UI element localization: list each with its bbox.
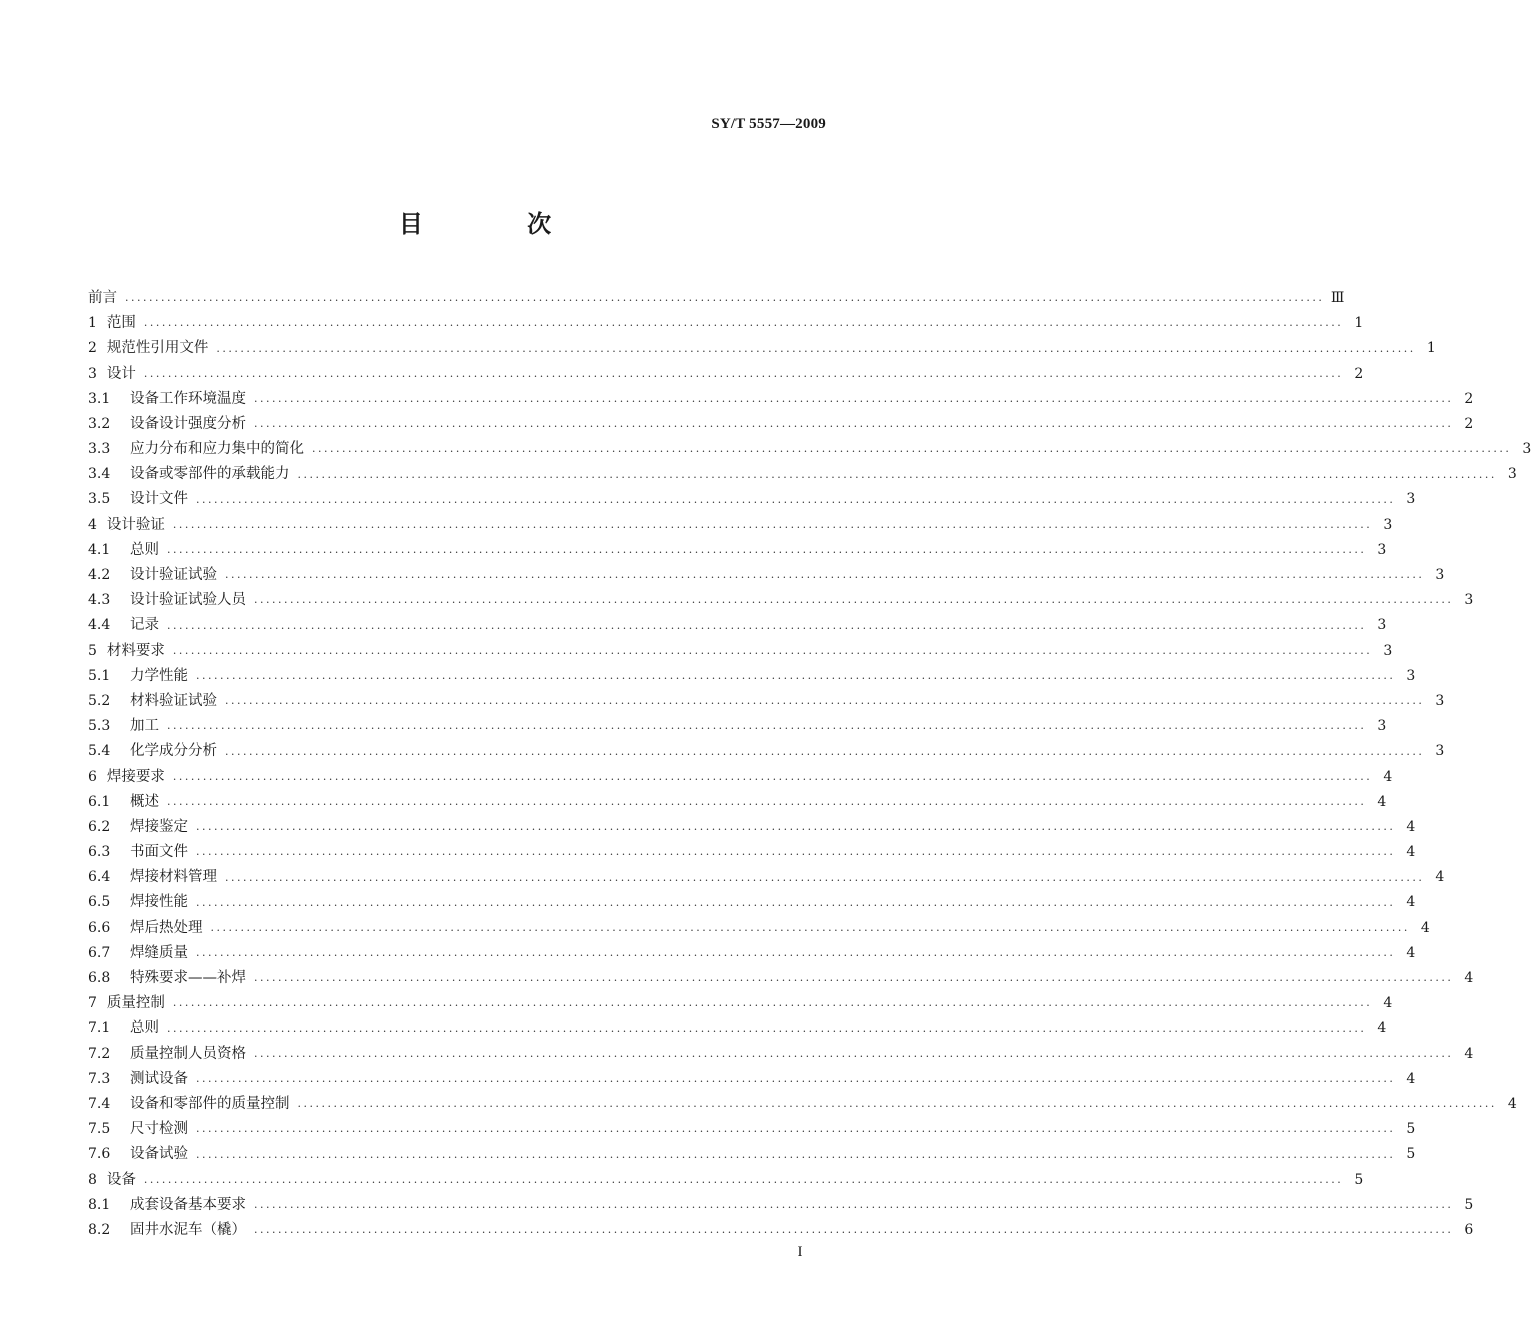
toc-leader-dots: ········································································································································································································	[297, 470, 1497, 484]
toc-entry-number: 6.1	[88, 793, 111, 810]
toc-leader-dots: ········································································································································································································	[225, 747, 1425, 761]
toc-entry-label: 应力分布和应力集中的简化	[130, 441, 304, 458]
toc-entry-number: 5.1	[88, 667, 111, 684]
toc-entry-page: 3	[1406, 667, 1416, 684]
toc-entry-number: 7.3	[88, 1070, 111, 1087]
toc-leader-dots: ········································································································································································································	[225, 873, 1425, 887]
toc-entry[interactable]	[88, 513, 1393, 538]
toc-entry-page: 3	[1435, 692, 1445, 709]
toc-entry[interactable]	[88, 437, 1531, 462]
toc-leader-dots: ········································································································································································································	[196, 1125, 1396, 1139]
toc-entry-number: 7.6	[88, 1146, 111, 1163]
toc-entry[interactable]	[88, 765, 1393, 790]
toc-entry-label: 设备工作环境温度	[130, 390, 246, 407]
toc-entry-label: 加工	[130, 718, 159, 735]
toc-entry-label: 焊接材料管理	[130, 869, 217, 886]
toc-entry-number: 7.4	[88, 1095, 111, 1112]
toc-entry-label: 范围	[106, 315, 136, 332]
toc-entry-label: 设计验证试验人员	[130, 592, 246, 609]
toc-entry[interactable]	[88, 1218, 1474, 1243]
toc-entry-number: 4.2	[88, 567, 111, 584]
toc-entry-page: 2	[1354, 365, 1364, 382]
toc-entry-number: 6.5	[88, 894, 111, 911]
toc-entry[interactable]	[88, 865, 1445, 890]
toc-entry[interactable]	[88, 286, 1345, 311]
toc-leader-dots: ········································································································································································································	[216, 344, 1416, 358]
toc-entry-number: 6.4	[88, 869, 111, 886]
toc-entry-page: 4	[1383, 768, 1393, 785]
toc-entry-number: 7.2	[88, 1045, 111, 1062]
toc-entry-page: 3	[1507, 466, 1517, 483]
toc-entry-number: 4	[88, 516, 97, 533]
toc-entry-number: 5.2	[88, 692, 111, 709]
toc-entry-number: 2	[88, 340, 97, 357]
toc-entry[interactable]	[88, 563, 1445, 588]
toc-entry-label: 设计	[106, 365, 136, 382]
toc-entry-number: 3.1	[88, 390, 111, 407]
toc-entry-number: 8.1	[88, 1196, 111, 1213]
toc-entry-page: 3	[1522, 441, 1531, 458]
toc-leader-dots: ········································································································································································································	[172, 772, 1373, 786]
toc-entry[interactable]	[88, 387, 1474, 412]
toc-leader-dots: ········································································································································································································	[143, 369, 1344, 383]
toc-entry-number: 5	[88, 642, 97, 659]
toc-entry-number: 6.6	[88, 919, 111, 936]
toc-entry-number: 7.5	[88, 1121, 111, 1138]
toc-leader-dots: ········································································································································································································	[172, 646, 1373, 660]
toc-entry-page: 4	[1383, 995, 1393, 1012]
toc-leader-dots: ········································································································································································································	[225, 697, 1425, 711]
toc-entry-label: 书面文件	[130, 844, 188, 861]
toc-entry-label: 前言	[88, 289, 117, 306]
toc-entry-page: 5	[1406, 1121, 1416, 1138]
toc-entry-label: 焊接要求	[106, 768, 165, 785]
toc-entry[interactable]	[88, 714, 1387, 739]
toc-entry-number: 7	[88, 995, 97, 1012]
toc-entry-number: 5.4	[88, 743, 111, 760]
toc-entry[interactable]	[88, 1067, 1416, 1092]
toc-entry-label: 设备试验	[130, 1146, 188, 1163]
toc-entry[interactable]	[88, 966, 1474, 991]
toc-entry[interactable]	[88, 815, 1416, 840]
toc-entry-label: 特殊要求——补焊	[130, 970, 246, 987]
toc-leader-dots: ········································································································································································································	[254, 420, 1454, 434]
toc-entry-label: 成套设备基本要求	[130, 1196, 246, 1213]
toc-entry[interactable]	[88, 1016, 1387, 1041]
toc-entry-page: 3	[1377, 541, 1387, 558]
toc-entry[interactable]	[88, 840, 1416, 865]
toc-entry-page: 3	[1377, 718, 1387, 735]
toc-entry-label: 焊接鉴定	[130, 818, 188, 835]
toc-entry-number: 4.3	[88, 592, 111, 609]
toc-entry-page: Ⅲ	[1330, 289, 1345, 306]
toc-leader-dots: ········································································································································································································	[254, 974, 1454, 988]
toc-entry[interactable]	[88, 790, 1387, 815]
toc-entry-page: 4	[1435, 869, 1445, 886]
toc-entry-number: 3.3	[88, 441, 111, 458]
toc-entry-label: 总则	[130, 541, 159, 558]
toc-entry-label: 焊后热处理	[130, 919, 203, 936]
toc-entry-page: 4	[1377, 793, 1387, 810]
toc-entry-number: 6.7	[88, 944, 111, 961]
standard-code: SY/T 5557—2009	[711, 116, 826, 132]
toc-entry[interactable]	[88, 916, 1430, 941]
toc-entry-number: 4.1	[88, 541, 111, 558]
toc-entry[interactable]	[88, 941, 1416, 966]
toc-leader-dots: ········································································································································································································	[196, 672, 1396, 685]
toc-entry-page: 5	[1354, 1171, 1364, 1188]
toc-entry-page: 3	[1377, 617, 1387, 634]
toc-entry[interactable]	[88, 739, 1445, 764]
toc-leader-dots: ········································································································································································································	[254, 1049, 1454, 1063]
toc-entry-page: 3	[1435, 743, 1445, 760]
toc-entry-page: 4	[1377, 1020, 1387, 1037]
toc-leader-dots: ········································································································································································································	[196, 1075, 1396, 1088]
toc-entry-page: 4	[1406, 894, 1416, 911]
toc-entry-label: 设备和零部件的质量控制	[130, 1095, 290, 1112]
toc-entry-label: 质量控制	[106, 995, 165, 1012]
toc-entry-page: 4	[1406, 944, 1416, 961]
page-number: I	[797, 1244, 803, 1260]
toc-leader-dots: ········································································································································································································	[143, 319, 1344, 333]
toc-entry[interactable]	[88, 1193, 1474, 1218]
toc-entry[interactable]	[88, 991, 1393, 1016]
toc-entry[interactable]	[88, 1042, 1474, 1067]
toc-entry[interactable]	[88, 336, 1436, 361]
toc-entry-number: 3.4	[88, 466, 111, 483]
toc-entry[interactable]	[88, 1092, 1517, 1117]
toc-entry[interactable]	[88, 1117, 1416, 1142]
toc-leader-dots: ········································································································································································································	[167, 722, 1367, 736]
toc-entry[interactable]	[88, 639, 1393, 664]
toc-entry-number: 8	[88, 1171, 97, 1188]
toc-leader-dots: ········································································································································································································	[196, 823, 1396, 837]
toc-leader-dots: ········································································································································································································	[172, 520, 1373, 534]
toc-entry[interactable]	[88, 588, 1474, 613]
toc-leader-dots: ········································································································································································································	[196, 898, 1396, 912]
toc-leader-dots: ········································································································································································································	[167, 797, 1367, 811]
toc-entry[interactable]	[88, 891, 1416, 916]
toc-entry-page: 3	[1406, 491, 1416, 508]
toc-entry-page: 4	[1406, 844, 1416, 861]
toc-entry[interactable]	[88, 1168, 1364, 1193]
toc-entry-number: 3	[88, 365, 97, 382]
toc-entry[interactable]	[88, 412, 1474, 437]
toc-entry-page: 4	[1406, 818, 1416, 835]
toc-leader-dots: ········································································································································································································	[254, 394, 1454, 408]
toc-entry-number: 6.3	[88, 844, 111, 861]
page-title: 目 次	[398, 210, 600, 238]
toc-entry-number: 1	[88, 315, 97, 332]
toc-leader-dots: ········································································································································································································	[312, 445, 1512, 459]
toc-entry-label: 焊接性能	[130, 894, 188, 911]
toc-leader-dots: ········································································································································································································	[254, 596, 1454, 610]
toc-entry-page: 4	[1464, 970, 1474, 987]
toc-leader-dots: ········································································································································································································	[196, 1150, 1396, 1164]
toc-leader-dots: ········································································································································································································	[196, 495, 1396, 509]
toc-entry-page: 1	[1426, 340, 1436, 357]
toc-entry-label: 材料要求	[106, 642, 165, 659]
toc-entry-label: 设备或零部件的承载能力	[130, 466, 290, 483]
toc-entry-label: 设计文件	[130, 491, 188, 508]
toc-entry-number: 3.5	[88, 491, 111, 508]
toc-entry-number: 6.8	[88, 970, 111, 987]
toc-entry-page: 4	[1507, 1095, 1517, 1112]
toc-entry-page: 3	[1435, 567, 1445, 584]
toc-entry-number: 5.3	[88, 718, 111, 735]
toc-entry-label: 材料验证试验	[130, 692, 217, 709]
toc-leader-dots: ········································································································································································································	[143, 1175, 1344, 1189]
toc-leader-dots: ········································································································································································································	[225, 571, 1425, 585]
toc-entry-label: 设备	[106, 1171, 136, 1188]
toc-entry-label: 设计验证试验	[130, 567, 217, 584]
toc-entry[interactable]	[88, 311, 1364, 336]
toc-entry-number: 6	[88, 768, 97, 785]
toc-entry-label: 测试设备	[130, 1070, 188, 1087]
toc-entry-label: 记录	[130, 617, 159, 634]
toc-leader-dots: ········································································································································································································	[254, 1200, 1454, 1214]
toc-leader-dots: ········································································································································································································	[196, 949, 1396, 963]
toc-entry[interactable]	[88, 538, 1387, 563]
toc-leader-dots: ········································································································································································································	[167, 621, 1367, 635]
toc-entry[interactable]	[88, 488, 1416, 513]
toc-entry-page: 4	[1406, 1070, 1416, 1087]
toc-entry-label: 化学成分分析	[130, 743, 217, 760]
toc-entry-label: 力学性能	[130, 667, 188, 684]
toc-entry-label: 质量控制人员资格	[130, 1045, 246, 1062]
toc-entry[interactable]	[88, 613, 1387, 638]
toc-entry-page: 3	[1464, 592, 1474, 609]
toc-entry-label: 设备设计强度分析	[130, 415, 246, 432]
toc-entry-page: 1	[1354, 315, 1364, 332]
toc-entry-page: 4	[1464, 1045, 1474, 1062]
toc-entry[interactable]	[88, 1142, 1416, 1167]
toc-entry-page: 3	[1383, 516, 1393, 533]
toc-leader-dots: ········································································································································································································	[125, 294, 1325, 308]
toc-entry-page: 3	[1383, 642, 1393, 659]
toc-entry[interactable]	[88, 462, 1517, 487]
toc-leader-dots: ········································································································································································································	[210, 923, 1410, 937]
toc-entry-page: 5	[1406, 1146, 1416, 1163]
toc-entry-label: 尺寸检测	[130, 1121, 188, 1138]
toc-entry-label: 设计验证	[106, 516, 165, 533]
toc-entry-page: 2	[1464, 390, 1474, 407]
toc-entry-number: 4.4	[88, 617, 111, 634]
toc-leader-dots: ········································································································································································································	[254, 1226, 1454, 1240]
toc-entry-page: 2	[1464, 415, 1474, 432]
toc-entry-label: 概述	[130, 793, 159, 810]
toc-leader-dots: ········································································································································································································	[167, 546, 1367, 560]
toc-entry-page: 5	[1464, 1196, 1474, 1213]
toc-entry-number: 6.2	[88, 818, 111, 835]
toc-entry[interactable]	[88, 362, 1364, 387]
toc-entry-label: 固井水泥车（橇）	[130, 1221, 246, 1238]
toc-leader-dots: ········································································································································································································	[172, 999, 1373, 1013]
toc-entry-page: 6	[1464, 1221, 1474, 1238]
toc-leader-dots: ········································································································································································································	[167, 1024, 1367, 1038]
toc-entry-number: 8.2	[88, 1221, 111, 1238]
toc-entry[interactable]	[88, 689, 1445, 714]
toc-entry-label: 规范性引用文件	[106, 340, 209, 357]
toc-entry[interactable]	[88, 664, 1416, 689]
toc-entry-label: 总则	[130, 1020, 159, 1037]
toc-entry-number: 7.1	[88, 1020, 111, 1037]
toc-leader-dots: ········································································································································································································	[196, 848, 1396, 862]
toc-entry-page: 4	[1420, 919, 1430, 936]
table-of-contents	[88, 286, 1531, 1243]
toc-entry-label: 焊缝质量	[130, 944, 188, 961]
toc-leader-dots: ········································································································································································································	[297, 1100, 1497, 1114]
toc-entry-number: 3.2	[88, 415, 111, 432]
